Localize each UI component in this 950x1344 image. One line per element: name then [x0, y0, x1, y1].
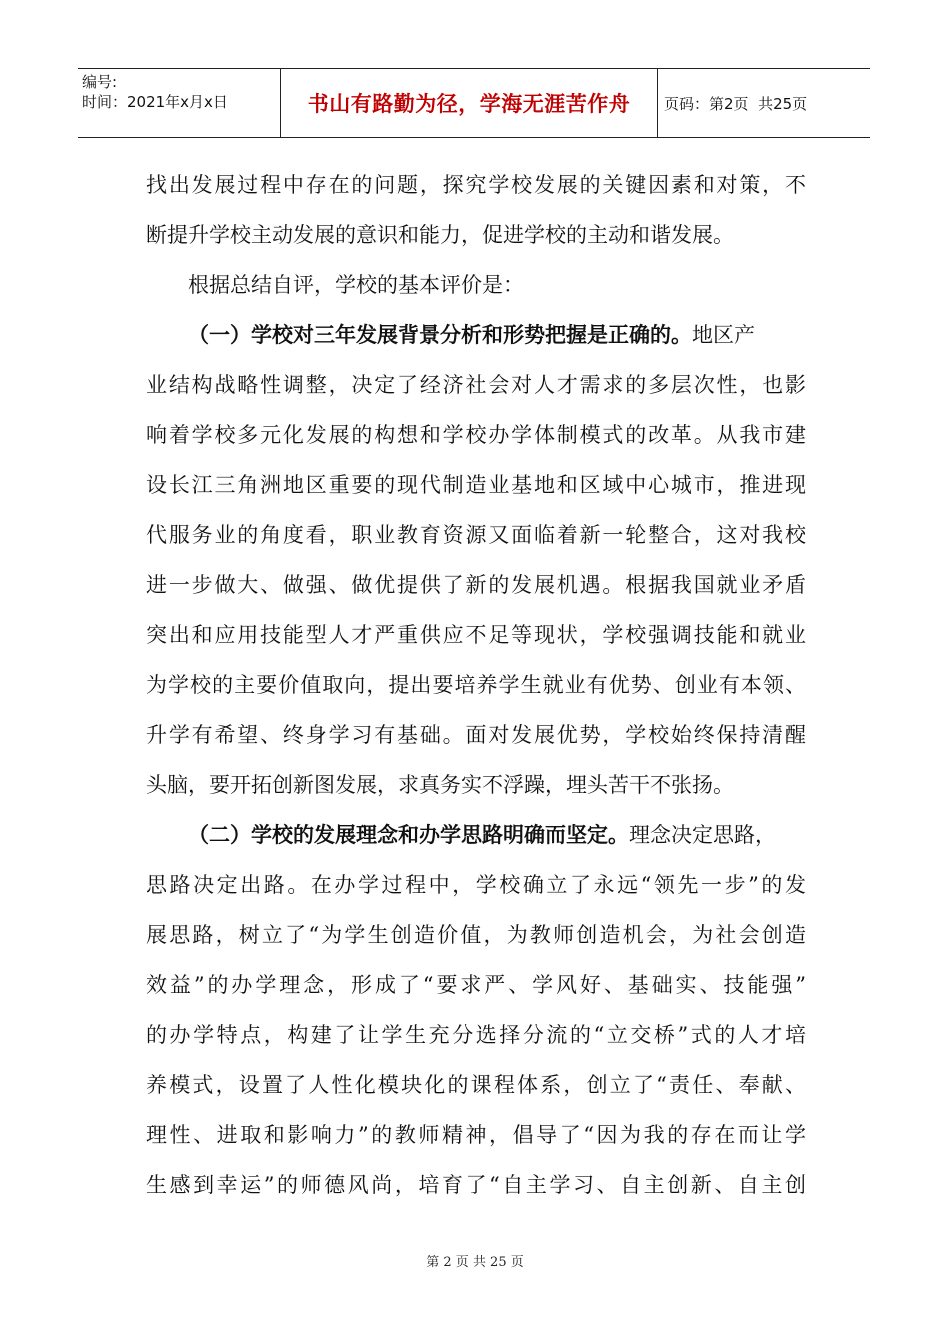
body-line: 升学有希望、终身学习有基础。面对发展优势，学校始终保持清醒	[146, 723, 806, 747]
section-heading-1: （一）学校对三年发展背景分析和形势把握是正确的。	[188, 322, 692, 347]
body-line: 生感到幸运”的师德风尚，培育了“自主学习、自主创新、自主创	[146, 1173, 806, 1197]
body-line: 展思路，树立了“为学生创造价值，为教师创造机会，为社会创造	[146, 923, 806, 947]
page-header	[78, 68, 870, 138]
header-meta-cell	[78, 69, 281, 137]
body-line: 断提升学校主动发展的意识和能力，促进学校的主动和谐发展。	[146, 223, 734, 247]
body-line: 效益”的办学理念，形成了“要求严、学风好、基础实、技能强”	[146, 973, 806, 997]
body-line: 思路决定出路。在办学过程中，学校确立了永远“领先一步”的发	[146, 873, 806, 897]
body-line: 设长江三角洲地区重要的现代制造业基地和区域中心城市，推进现	[146, 473, 806, 497]
body-line: 响着学校多元化发展的构想和学校办学体制模式的改革。从我市建	[146, 423, 806, 447]
document-date-label: 时间：2021年x月x日	[82, 93, 228, 111]
body-line: 的办学特点，构建了让学生充分选择分流的“立交桥”式的人才培	[146, 1023, 806, 1047]
page-footer: 第 2 页 共 25 页	[426, 1255, 524, 1270]
body-line: 代服务业的角度看，职业教育资源又面临着新一轮整合，这对我校	[146, 523, 806, 547]
body-line	[146, 310, 806, 360]
body-line	[146, 810, 806, 860]
body-text: 理念决定思路，	[629, 823, 776, 847]
body-line: 找出发展过程中存在的问题，探究学校发展的关键因素和对策，不	[146, 173, 806, 197]
body-line: 进一步做大、做强、做优提供了新的发展机遇。根据我国就业矛盾	[146, 573, 806, 597]
body-line: 业结构战略性调整，决定了经济社会对人才需求的多层次性，也影	[146, 373, 806, 397]
document-number-label: 编号:	[82, 73, 118, 91]
body-line: 为学校的主要价值取向，提出要培养学生就业有优势、创业有本领、	[146, 673, 806, 697]
document-body	[146, 160, 806, 1210]
header-page-info: 页码：第2页 共25页	[664, 94, 808, 113]
body-line: 根据总结自评，学校的基本评价是：	[188, 273, 524, 297]
section-heading-2: （二）学校的发展理念和办学思路明确而坚定。	[188, 822, 629, 847]
header-motto: 书山有路勤为径，学海无涯苦作舟	[281, 69, 658, 137]
body-line: 突出和应用技能型人才严重供应不足等现状，学校强调技能和就业	[146, 623, 806, 647]
body-line: 理性、进取和影响力”的教师精神，倡导了“因为我的存在而让学	[146, 1123, 806, 1147]
body-text: 地区产	[692, 323, 755, 347]
body-line: 养模式，设置了人性化模块化的课程体系，创立了“责任、奉献、	[146, 1073, 806, 1097]
body-line: 头脑，要开拓创新图发展，求真务实不浮躁，埋头苦干不张扬。	[146, 773, 734, 797]
